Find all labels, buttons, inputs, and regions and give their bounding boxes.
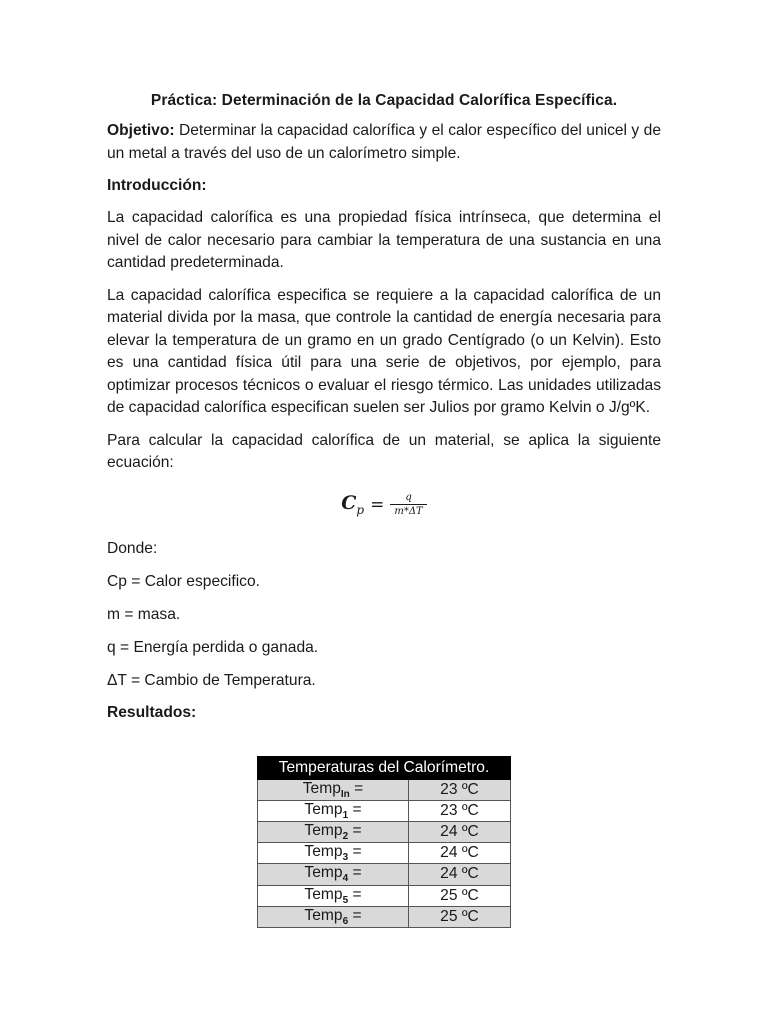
intro-heading: Introducción: — [107, 177, 207, 194]
definition-line: Cp = Calor especifico. — [107, 572, 260, 590]
intro-paragraph-1: La capacidad calorífica es una propiedad física intrínseca, que determina el nivel de calor necesario para cambiar la temperatura de una sustancia en una cantidad predeterminada. — [107, 209, 661, 271]
document-page — [107, 92, 661, 734]
intro-paragraph-3: Para calcular la capacidad calorífica de un material, se aplica la siguiente ecuación: — [107, 431, 661, 471]
temp-value-cell: 25 ºC — [409, 906, 511, 927]
equation-equals: = — [370, 494, 385, 515]
equation-lhs: $C_p$ — [341, 492, 365, 517]
definition-line: Donde: — [107, 539, 158, 557]
temp-label-cell: Temp$_{In}$ = — [258, 780, 409, 801]
table-row — [258, 885, 511, 906]
temp-label-cell: Temp$_6$ = — [258, 906, 409, 927]
temp-label-cell: Temp$_1$ = — [258, 801, 409, 822]
table-row — [258, 801, 511, 822]
definition-line: m = masa. — [107, 605, 181, 623]
objective-paragraph — [107, 120, 661, 165]
temp-value-cell: 24 ºC — [409, 843, 511, 864]
temp-value-cell: 25 ºC — [409, 885, 511, 906]
table-header: Temperaturas del Calorímetro. — [258, 757, 511, 780]
temp-label-cell: Temp$_2$ = — [258, 822, 409, 843]
table-row — [258, 822, 511, 843]
temp-label-cell: Temp$_5$ = — [258, 885, 409, 906]
results-heading: Resultados: — [107, 703, 197, 721]
temp-value-cell: 24 ºC — [409, 864, 511, 885]
temp-value-cell: 23 ºC — [409, 780, 511, 801]
equation-numerator: q — [405, 492, 412, 503]
temp-label-cell: Temp$_4$ = — [258, 864, 409, 885]
temp-value-cell: 23 ºC — [409, 801, 511, 822]
temp-label-cell: Temp$_3$ = — [258, 843, 409, 864]
table-row — [258, 906, 511, 927]
table-row — [258, 864, 511, 885]
definition-line: q = Energía perdida o ganada. — [107, 638, 319, 656]
definition-line: ΔT = Cambio de Temperatura. — [107, 671, 316, 689]
objective-text: Determinar la capacidad calorífica y el calor específico del unicel y de un metal a través del uso de un calorímetro simple. — [107, 122, 661, 162]
temperature-table — [257, 756, 511, 928]
intro-paragraph-2: La capacidad calorífica especifica se requiere a la capacidad calorífica de un material divida por la masa, que controle la cantidad de energía necesaria para elevar la temperatura de un gramo en un grado Centígrado (o un Kelvin). Esto es una cantidad física útil para una serie de objetivos, por ejemplo, para optimizar procesos técnicos o evaluar el riesgo térmico. Las unidades utilizadas de capacidad calorífica especifican suelen ser Julios por gramo Kelvin o J/gºK. — [107, 286, 661, 416]
equation-fraction — [390, 492, 426, 517]
temp-value-cell: 24 ºC — [409, 822, 511, 843]
table-row — [258, 780, 511, 801]
equation-denominator: m*ΔT — [390, 504, 426, 517]
table-row — [258, 843, 511, 864]
heat-capacity-equation — [107, 485, 661, 525]
page-title: Práctica: Determinación de la Capacidad Calorífica Específica. — [150, 92, 618, 109]
objective-label: Objetivo: — [107, 122, 175, 139]
